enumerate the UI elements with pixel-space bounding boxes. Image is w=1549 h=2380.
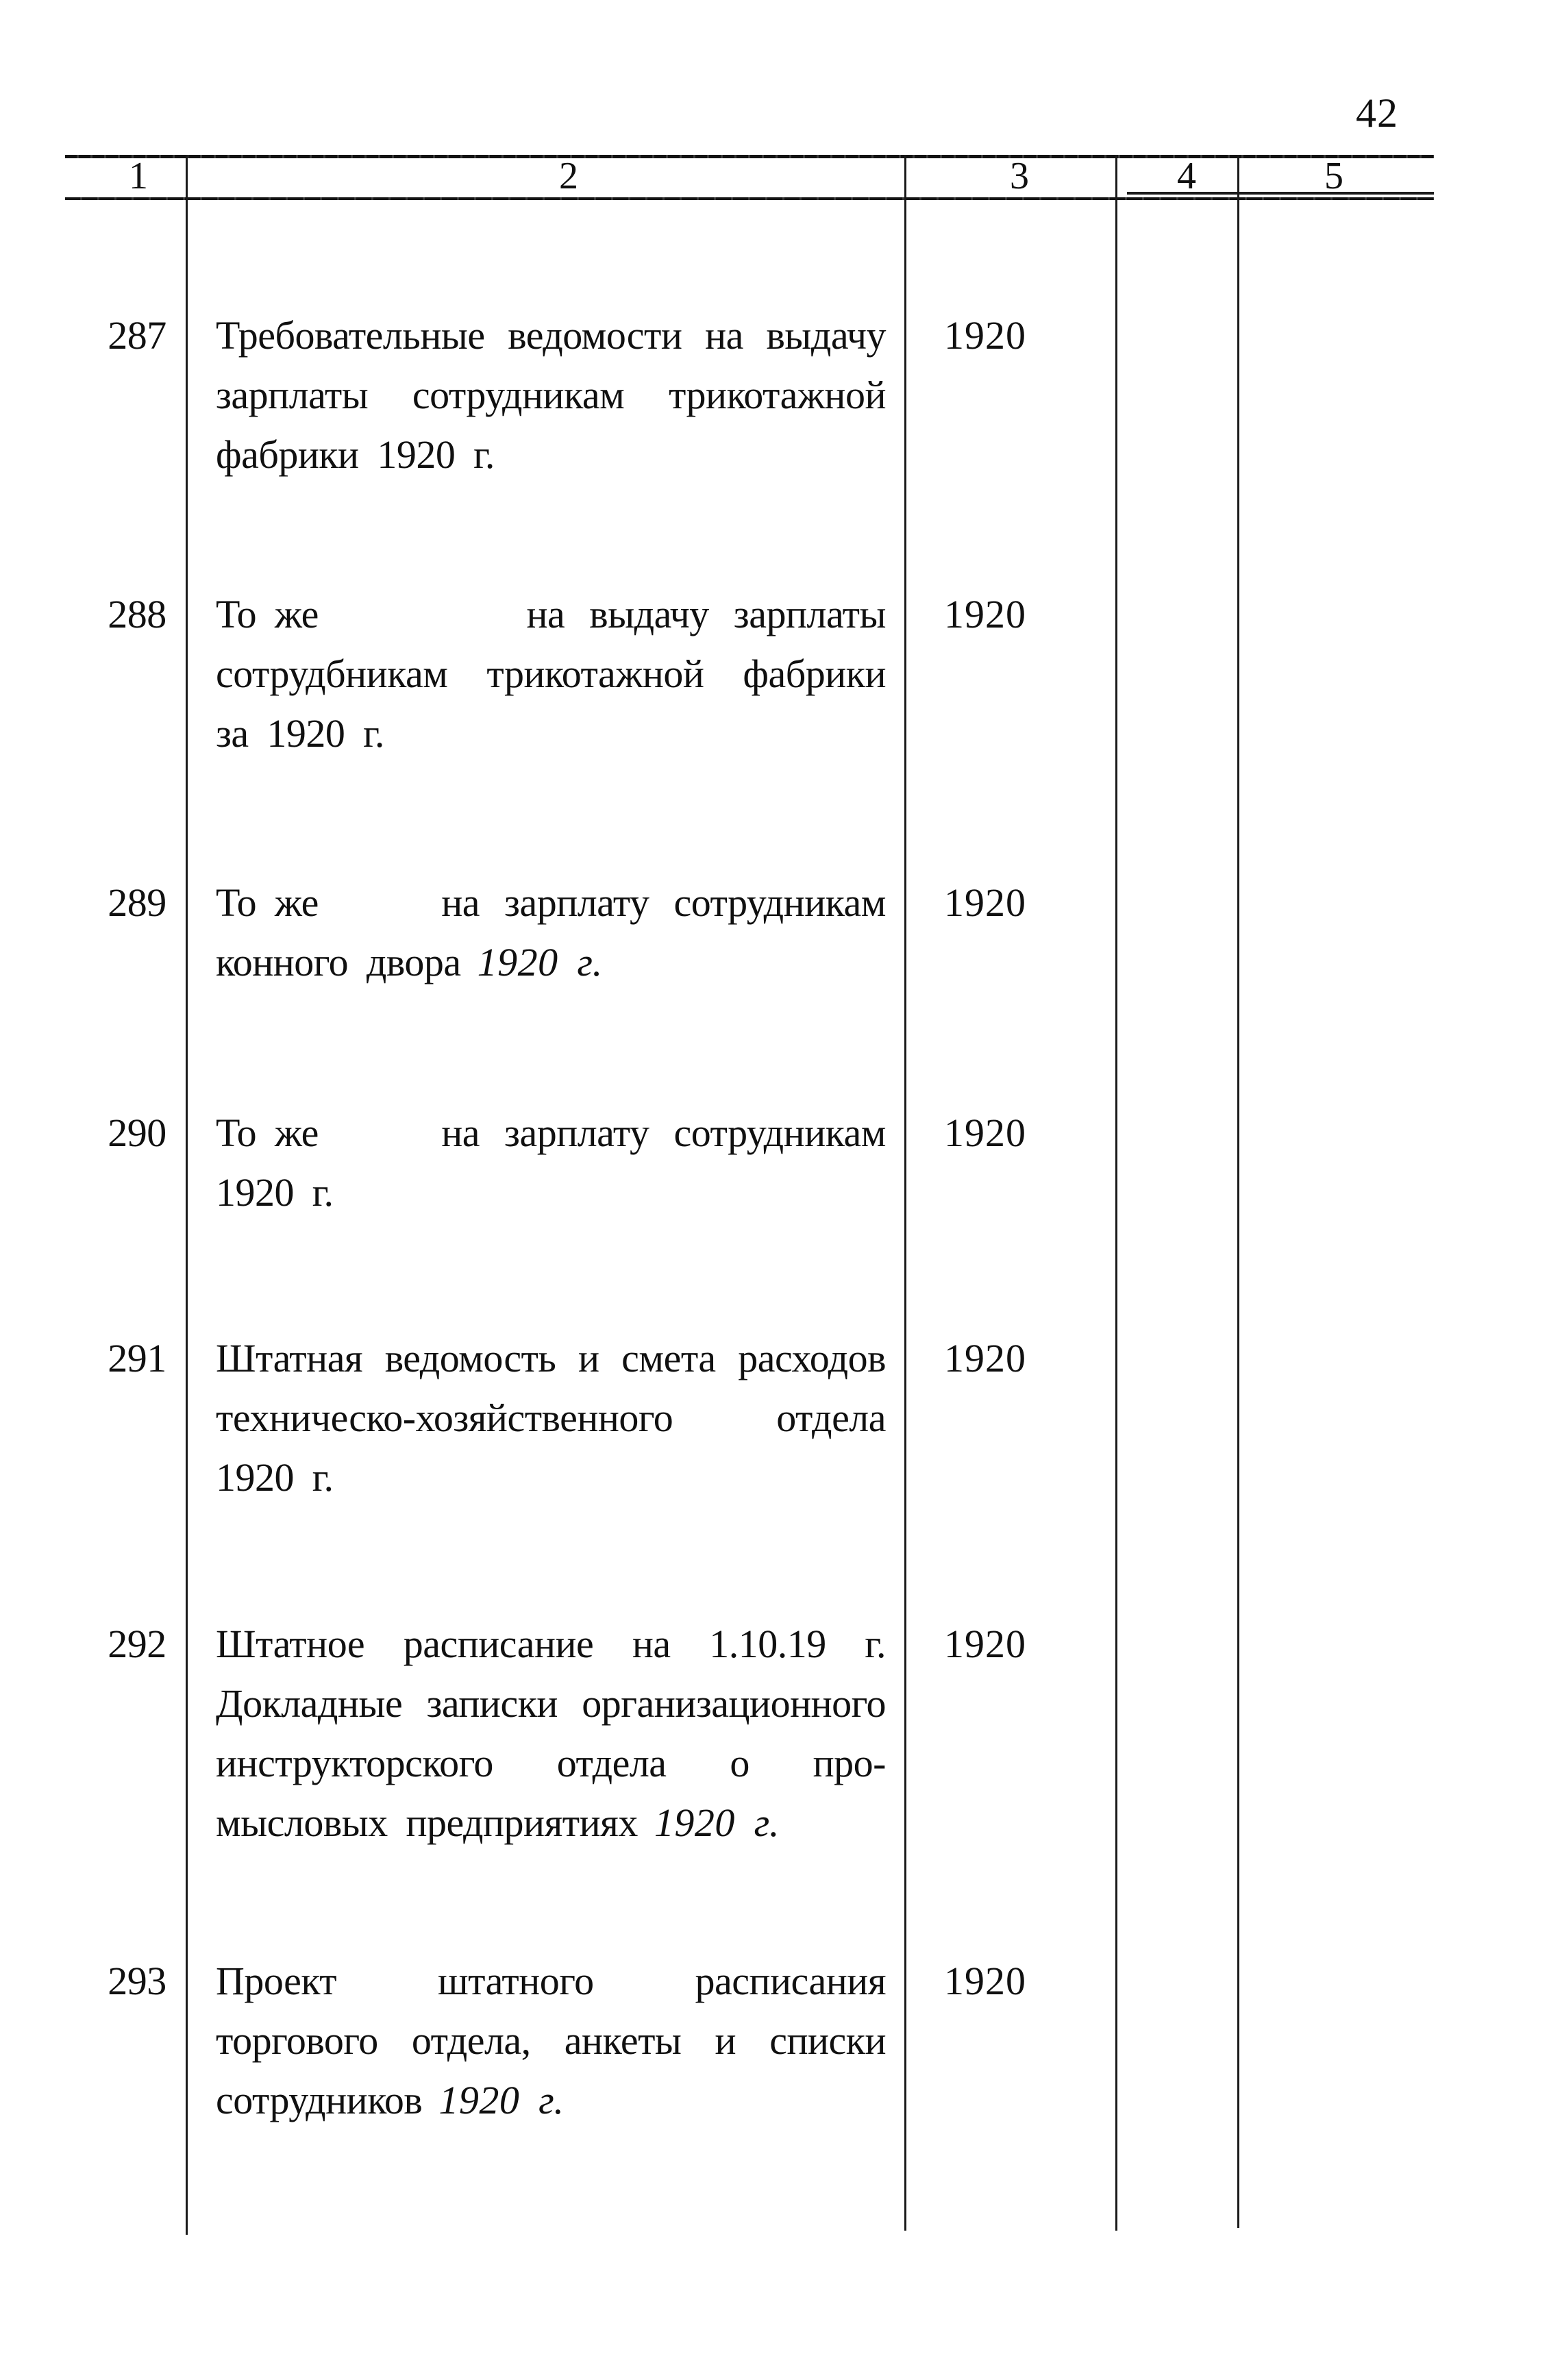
row-number: 289 <box>108 880 166 925</box>
description-line: Штатная ведомость и смета расходов <box>216 1336 886 1380</box>
row-year: 1920 <box>944 592 1026 636</box>
description-year-text: 1920 г. <box>477 940 603 984</box>
row-number: 288 <box>108 592 166 636</box>
description-line <box>216 873 886 932</box>
description-text: То же <box>216 1111 319 1155</box>
row-year: 1920 <box>944 1111 1026 1155</box>
description-line: Проект штатного расписания <box>216 1959 886 2003</box>
description-line <box>216 584 886 644</box>
row-number: 293 <box>108 1959 166 2003</box>
description-line: 1920 г. <box>216 1170 334 1215</box>
description-line: Штатное расписание на 1.10.19 г. <box>216 1622 886 1666</box>
column-divider <box>1237 155 1239 2228</box>
description-line: фабрики 1920 г. <box>216 432 495 477</box>
description-line: Докладные записки организационного <box>216 1681 886 1726</box>
row-description <box>216 1328 886 1507</box>
row-number: 290 <box>108 1111 166 1155</box>
description-text: мысловых предприятиях <box>216 1800 638 1845</box>
row-year: 1920 <box>944 1622 1026 1666</box>
description-text: То же <box>216 880 319 925</box>
description-line: Требовательные ведомости на выдачу <box>216 313 886 358</box>
column-header-3: 3 <box>1010 155 1029 197</box>
description-line <box>216 2070 886 2130</box>
row-description <box>216 584 886 763</box>
row-description <box>216 306 886 484</box>
description-line <box>216 1793 886 1852</box>
description-line <box>216 932 886 992</box>
row-description <box>216 1103 886 1222</box>
table-top-border <box>65 155 1434 158</box>
row-number: 287 <box>108 313 166 358</box>
description-line: зарплаты сотрудникам трикотажной <box>216 373 886 417</box>
row-number: 292 <box>108 1622 166 1666</box>
row-number: 291 <box>108 1336 166 1380</box>
description-line: 1920 г. <box>216 1455 334 1500</box>
description-text: на зарплату сотрудникам <box>441 1111 886 1155</box>
row-description <box>216 873 886 992</box>
row-year: 1920 <box>944 880 1026 925</box>
description-line: инструкторского отдела о про- <box>216 1741 886 1785</box>
column-header-5: 5 <box>1324 155 1343 197</box>
description-line: техническо-хозяйственного отдела <box>216 1396 886 1440</box>
description-line: сотрудбникам трикотажной фабрики <box>216 652 886 696</box>
description-text: конного двора <box>216 940 461 984</box>
row-year: 1920 <box>944 313 1026 358</box>
description-text: на зарплату сотрудникам <box>441 880 886 925</box>
row-description <box>216 1951 886 2130</box>
column-header-1: 1 <box>129 155 148 197</box>
table-header-border <box>65 197 1434 200</box>
description-text: То же <box>216 592 319 636</box>
column-divider <box>186 155 188 2235</box>
row-description <box>216 1614 886 1852</box>
column-divider <box>1115 155 1117 2231</box>
column-divider <box>904 155 906 2231</box>
description-text: сотрудников <box>216 2078 423 2122</box>
column-header-4: 4 <box>1177 155 1196 197</box>
description-year-text: 1920 г. <box>438 2078 565 2122</box>
column-header-2: 2 <box>559 155 578 197</box>
description-year-text: 1920 г. <box>654 1800 780 1845</box>
description-text: на выдачу зарплаты <box>526 592 886 636</box>
description-line: за 1920 г. <box>216 711 384 756</box>
row-year: 1920 <box>944 1336 1026 1380</box>
row-year: 1920 <box>944 1959 1026 2003</box>
page-number: 42 <box>1356 90 1398 136</box>
description-line <box>216 1103 886 1163</box>
description-line: торгового отдела, анкеты и списки <box>216 2018 886 2063</box>
